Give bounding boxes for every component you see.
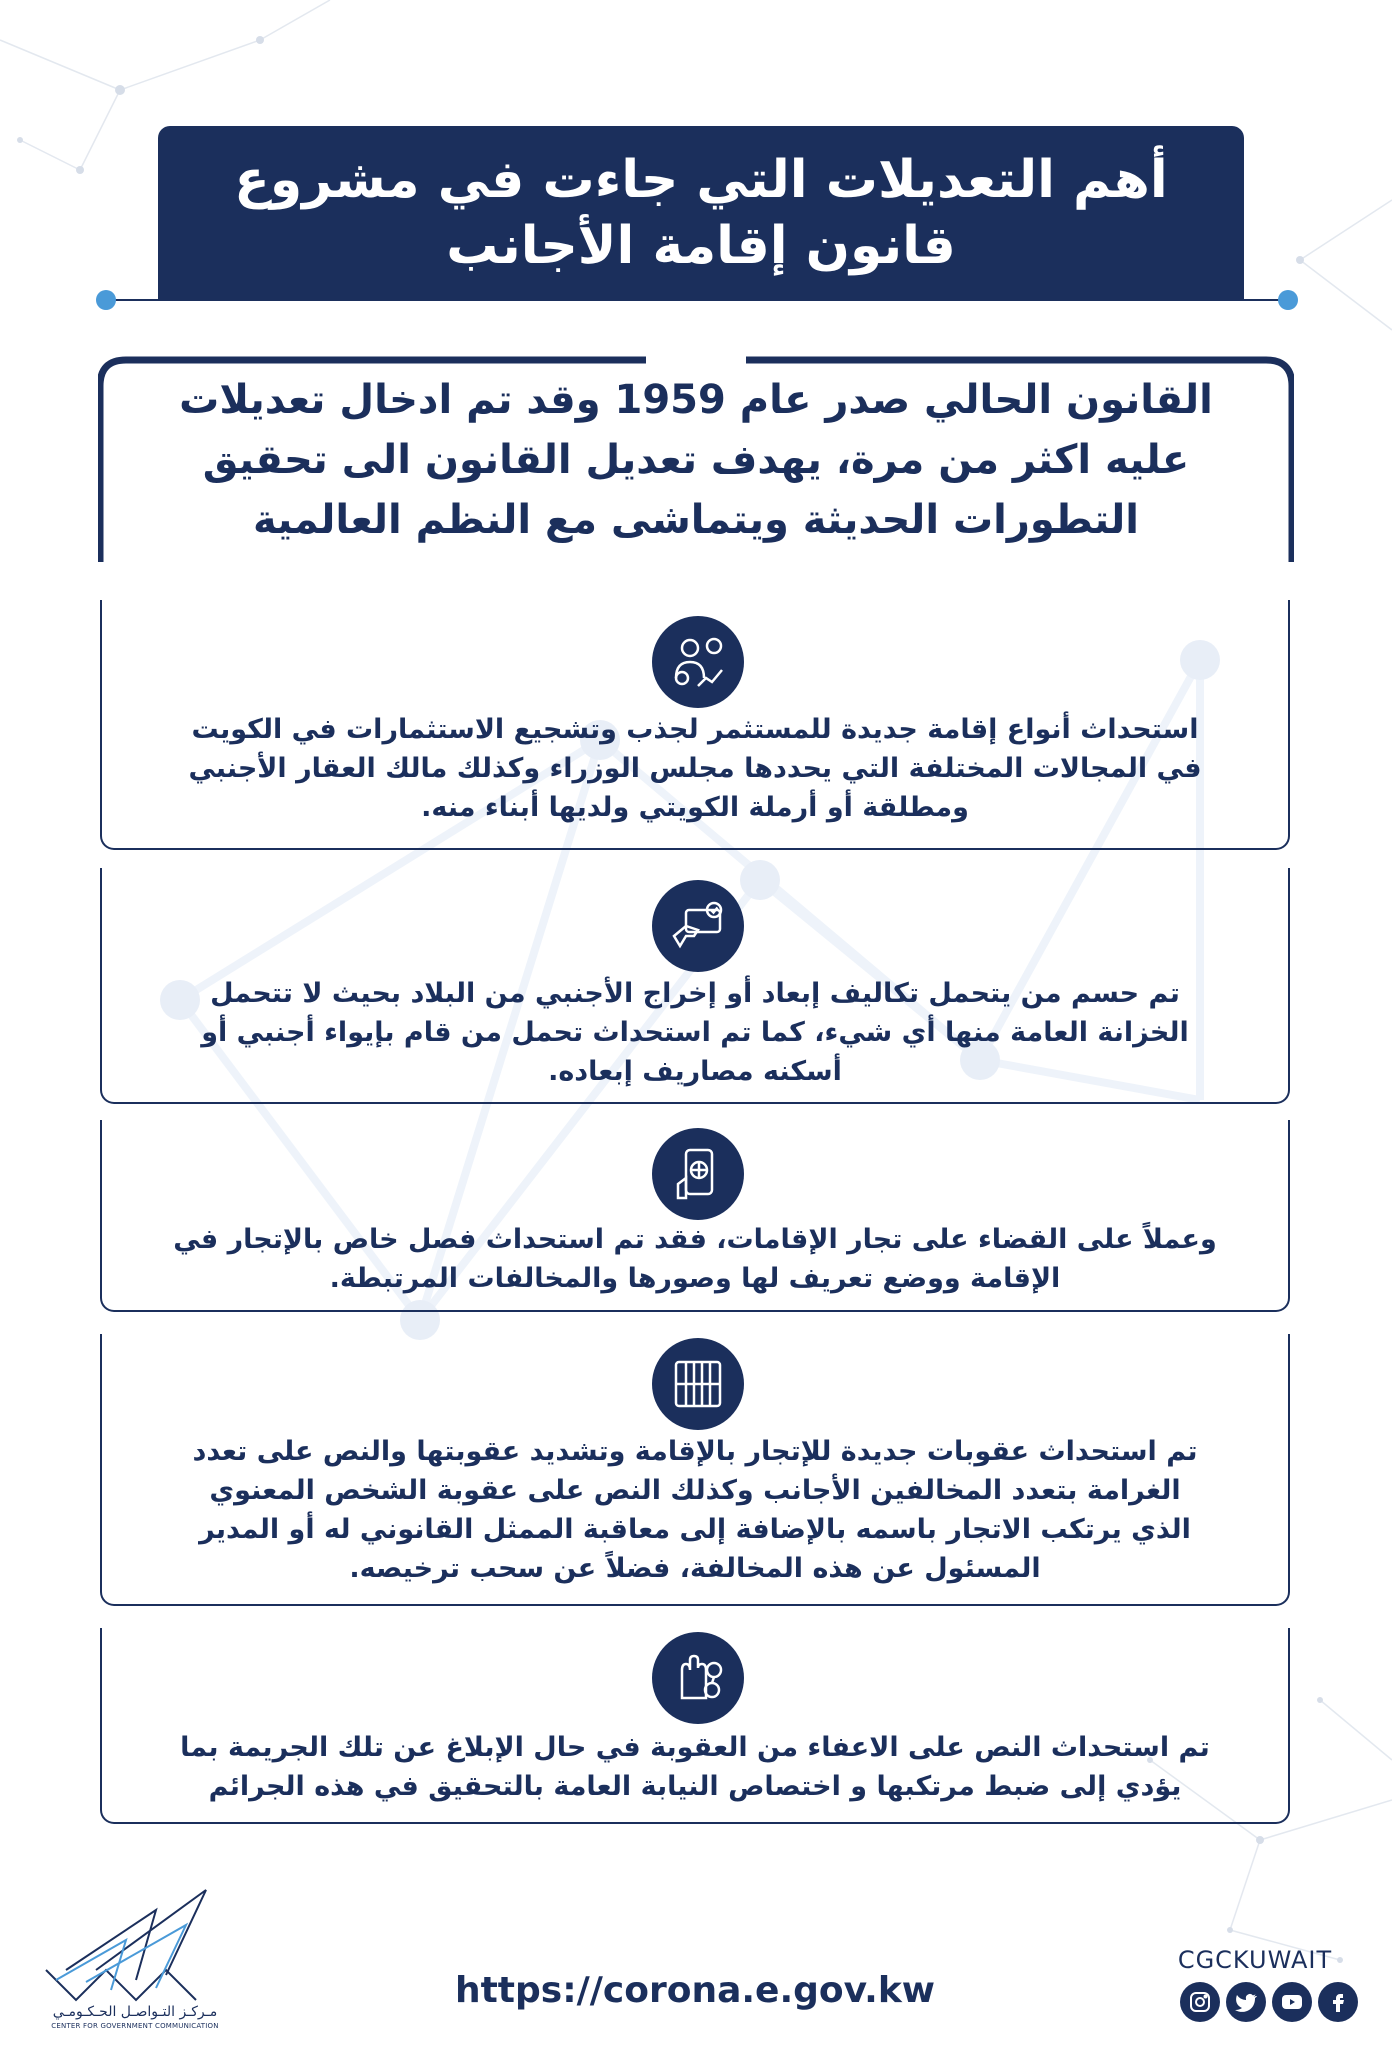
twitter-icon[interactable]: [1226, 1982, 1266, 2022]
card-3-line-1: وعملاً على القضاء على تجار الإقامات، فقد تم استحداث فصل خاص بالإتجار في: [173, 1224, 1217, 1255]
amendment-card-2: [100, 868, 1290, 1104]
card-1-line-3: ومطلقة أو أرملة الكويتي ولديها أبناء منه.: [421, 792, 969, 823]
title-line-2: قانون إقامة الأجانب: [446, 216, 956, 276]
mobile-globe-icon: [652, 1128, 744, 1220]
brand-handle: CGCKUWAIT: [1177, 1946, 1333, 1974]
title-rule-left-dot: [96, 290, 116, 310]
footer-url-link[interactable]: https://corona.e.gov.kw: [454, 1970, 936, 2011]
card-2-line-3: أسكنه مصاريف إبعاده.: [548, 1056, 842, 1087]
investor-icon: [652, 616, 744, 708]
payment-card-icon: [652, 880, 744, 972]
card-4-line-4: المسئول عن هذه المخالفة، فضلاً عن سحب ترخيصه.: [349, 1553, 1041, 1584]
logo-english-text: CENTER FOR GOVERNMENT COMMUNICATION: [51, 2022, 219, 2030]
card-2-line-2: الخزانة العامة منها أي شيء، كما تم استحداث تحمل من قام بإيواء أجنبي أو: [201, 1017, 1189, 1048]
social-icons: [1180, 1982, 1358, 2022]
amendment-card-1: [100, 600, 1290, 850]
facebook-icon[interactable]: [1318, 1982, 1358, 2022]
youtube-icon[interactable]: [1272, 1982, 1312, 2022]
title-banner: [158, 126, 1244, 300]
title-line-1: أهم التعديلات التي جاءت في مشروع: [234, 150, 1168, 210]
card-4-line-3: الذي يرتكب الاتجار باسمه بالإضافة إلى معاقبة الممثل القانوني له أو المدير: [199, 1514, 1191, 1545]
card-5-line-1: تم استحداث النص على الاعفاء من العقوبة في حال الإبلاغ عن تلك الجريمة بما: [180, 1732, 1210, 1763]
card-5-line-2: يؤدي إلى ضبط مرتكبها و اختصاص النيابة العامة بالتحقيق في هذه الجرائم: [208, 1771, 1182, 1802]
jail-bars-icon: [652, 1338, 744, 1430]
card-1-line-2: في المجالات المختلفة التي يحددها مجلس الوزراء وكذلك مالك العقار الأجنبي: [188, 753, 1202, 784]
intro-line-3: التطورات الحديثة ويتماشى مع النظم العالمية: [252, 497, 1139, 543]
logo-arabic-text: مـركـز التـواصـل الحـكـومـي: [52, 2004, 218, 2020]
intro-line-2: عليه اكثر من مرة، يهدف تعديل القانون الى تحقيق: [202, 437, 1190, 483]
card-4-line-1: تم استحداث عقوبات جديدة للإتجار بالإقامة وتشديد عقوبتها والنص على تعدد: [192, 1436, 1198, 1467]
card-4-line-2: الغرامة بتعدد المخالفين الأجانب وكذلك النص على عقوبة الشخص المعنوي: [209, 1475, 1181, 1506]
amendment-card-3: [100, 1120, 1290, 1312]
intro-line-1: القانون الحالي صدر عام 1959 وقد تم ادخال تعديلات: [179, 377, 1213, 423]
card-1-line-1: استحداث أنواع إقامة جديدة للمستثمر لجذب وتشجيع الاستثمارات في الكويت: [191, 714, 1199, 745]
intro-panel: [98, 356, 1294, 564]
title-rule-right-dot: [1278, 290, 1298, 310]
handcuffs-icon: [652, 1632, 744, 1724]
card-2-line-1: تم حسم من يتحمل تكاليف إبعاد أو إخراج الأجنبي من البلاد بحيث لا تتحمل: [210, 978, 1180, 1009]
amendment-card-5: [100, 1628, 1290, 1824]
instagram-icon[interactable]: [1180, 1982, 1220, 2022]
amendment-card-4: [100, 1334, 1290, 1606]
card-3-line-2: الإقامة ووضع تعريف لها وصورها والمخالفات المرتبطة.: [329, 1263, 1061, 1294]
title-underline: [106, 299, 1288, 301]
